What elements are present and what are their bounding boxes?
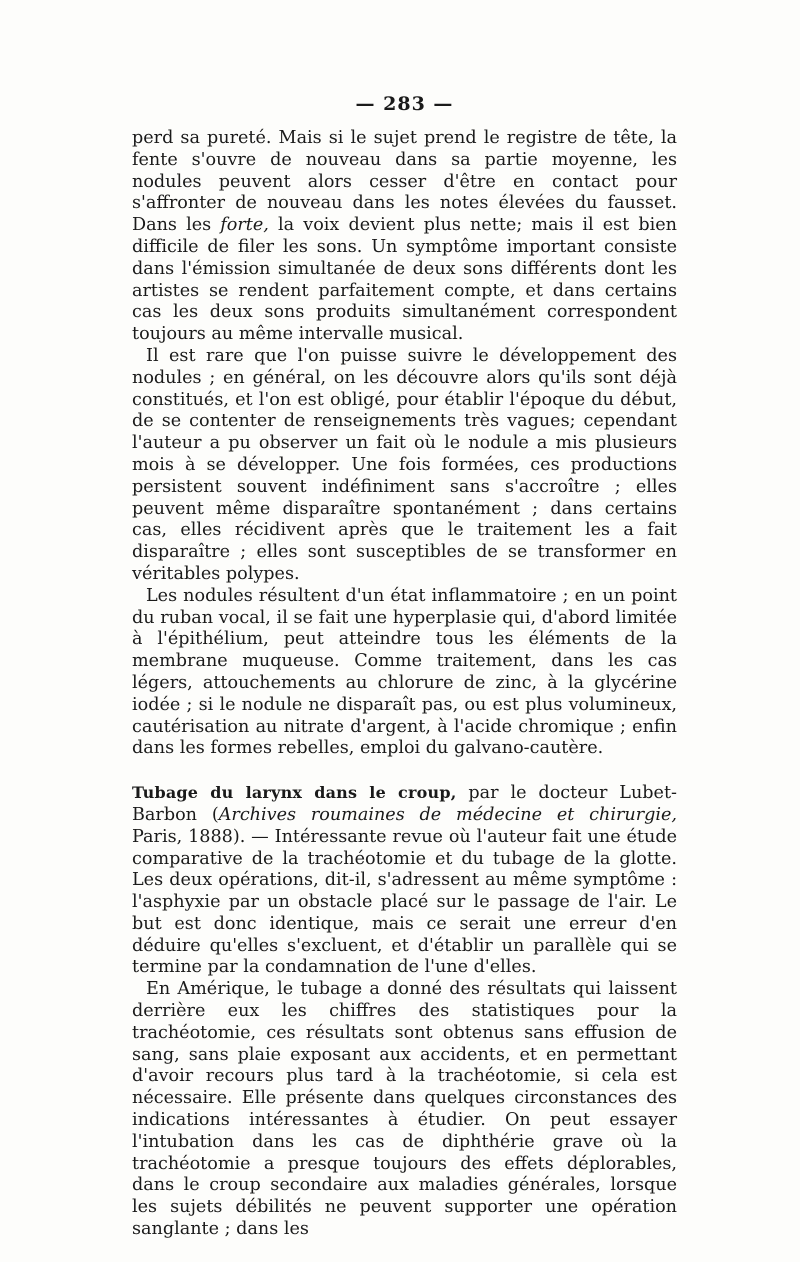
paragraph-text: Paris, 1888). — Intéressante revue où l'auteur fait une étude comparative de la trachéotomie et du tubage de la glotte. Les deux opérations, dit-il, s'adressent au même symptôme : l'asphyxie par un obstacle placé sur le passage de l'air. Le but est donc identique, mais ce serait une erreur d'en déduire qu'elles s'excluent, et d'établir un parallèle qui se termine par la condamnation de l'une d'elles. [132, 826, 677, 978]
italic-text: forte, [220, 215, 269, 236]
section-paragraph-tubage [132, 782, 677, 979]
section-title: Tubage du larynx dans le croup, [132, 783, 457, 803]
paragraph-text: par le docteur Lubet-Barbon ( [132, 783, 677, 825]
paragraph-3 [132, 586, 677, 760]
paragraph-text: perd sa pureté. Mais si le sujet prend le registre de tête, la fente s'ouvre de nouveau dans sa partie moyenne, les nodules peuvent alors cesser d'être en contact pour s'affronter de nouveau dans les notes élevées du fausset. Dans les [132, 128, 677, 236]
paragraph-text: Les nodules résultent d'un état inflammatoire ; en un point du ruban vocal, il se fait une hyperplasie qui, d'abord limitée à l'épithélium, peut atteindre tous les éléments de la membrane muqueuse. Comme traitement, dans les cas légers, attouchements au chlorure de zinc, à la glycérine iodée ; si le nodule ne disparaît pas, ou est plus volumineux, cautérisation au nitrate d'argent, à l'acide chromique ; enfin dans les formes rebelles, emploi du galvano-cautère. [132, 585, 677, 759]
paragraph-2 [132, 346, 677, 586]
paragraph-text: la voix devient plus nette; mais il est bien difficile de filer les sons. Un symptôme important consiste dans l'émission simultanée de deux sons différents dont les artistes se rendent parfaitement compte, et dans certains cas les deux sons produits simultanément correspondent toujours au même intervalle musical. [132, 215, 678, 345]
journal-title: Archives roumaines de médecine et chirurgie, [218, 804, 677, 825]
book-page [132, 90, 677, 1241]
paragraph-5 [132, 979, 677, 1241]
paragraph-1 [132, 128, 677, 346]
paragraph-text: Il est rare que l'on puisse suivre le développement des nodules ; en général, on les découvre alors qu'ils sont déjà constitués, et l'on est obligé, pour établir l'époque du début, de se contenter de renseignements très vagues; cependant l'auteur a pu observer un fait où le nodule a mis plusieurs mois à se développer. Une fois formées, ces productions persistent souvent indéfiniment sans s'accroître ; elles peuvent même disparaître spontanément ; dans certains cas, elles récidivent après que le traitement les a fait disparaître ; elles sont susceptibles de se transformer en véritables polypes. [132, 345, 677, 584]
page-number: — 283 — [355, 93, 454, 115]
paragraph-text: En Amérique, le tubage a donné des résultats qui laissent derrière eux les chiffres des statistiques pour la trachéotomie, ces résultats sont obtenus sans effusion de sang, sans plaie exposant aux accidents, et en permettant d'avoir recours plus tard à la trachéotomie, si cela est nécessaire. Elle présente dans quelques circonstances des indications intéressantes à étudier. On peut essayer l'intubation dans les cas de diphthérie grave où la trachéotomie a presque toujours des effets déplorables, dans le croup secondaire aux maladies générales, lorsque les sujets débilités ne peuvent supporter une opération sanglante ; dans les [132, 979, 677, 1240]
